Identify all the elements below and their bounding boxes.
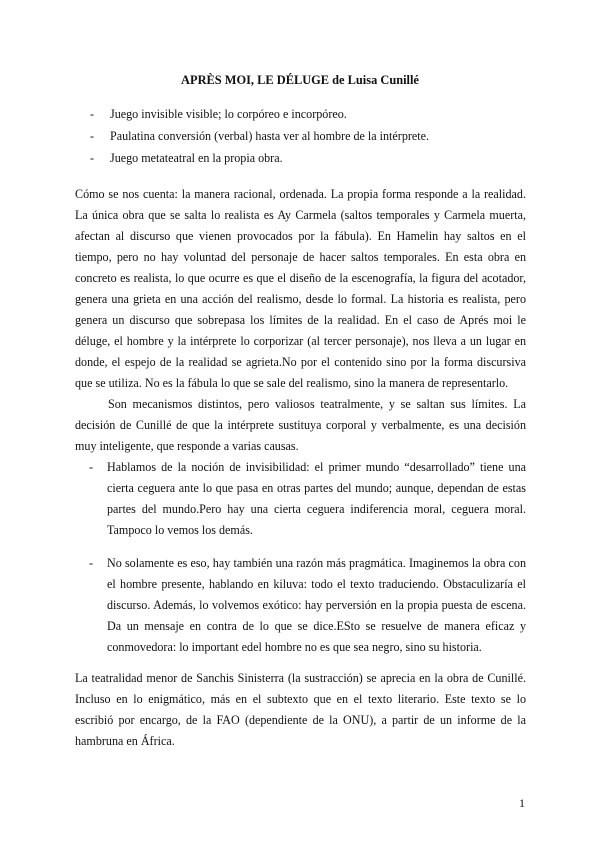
dash-marker: - (90, 129, 95, 143)
page-number: 1 (519, 796, 525, 810)
dash-marker: - (89, 556, 94, 570)
intro-list-item (90, 147, 530, 169)
reasons-list (75, 457, 526, 658)
intro-item-text: Juego invisible visible; lo corpóreo e incorpóreo. (110, 107, 347, 121)
reasons-list-item (75, 457, 526, 541)
reason-text: No solamente es eso, hay también una razón más pragmática. Imaginemos la obra con el hombre presente, hablando en kiluva: todo el texto traduciendo. Obstaculizaría el discurso. Además, lo volvemos exótico: hay perversión en la propia puesta de escena. Da un mensaje en contra de lo que se dice.ESto se resuelve de manera eficaz y conmovedora: lo important edel hombre no es que sea negro, sino su historia. (107, 556, 526, 654)
document-title: APRÈS MOI, LE DÉLUGE de Luisa Cunillé (181, 73, 419, 87)
body-text (75, 184, 526, 752)
dash-marker: - (90, 107, 95, 121)
reason-text: Hablamos de la noción de invisibilidad: el primer mundo “desarrollado” tiene una cierta ceguera ante lo que pasa en otras partes del mundo; aunque, dependan de estas partes del mundo.Pero hay una cierta ceguera indiferencia moral, ceguera moral. Tampoco lo vemos los demás. (107, 460, 526, 537)
intro-list-item (90, 103, 530, 125)
intro-list (90, 103, 530, 169)
paragraph-mechanisms: Son mecanismos distintos, pero valiosos teatralmente, y se saltan sus límites. La decisión de Cunillé de que la intérprete sustituya corporal y verbalmente, es una decisión muy inteligente, que responde a varias causas. (75, 397, 526, 453)
dash-marker: - (90, 151, 95, 165)
intro-list-item (90, 125, 530, 147)
paragraph-theatricality: La teatralidad menor de Sanchis Sinisterra (la sustracción) se aprecia en la obra de Cunillé. Incluso en lo enigmático, más en el subtexto que en el texto literario. Este texto se lo escribió por encargo, de la FAO (dependiente de la ONU), a partir de un informe de la hambruna en África. (75, 671, 526, 748)
paragraph-realism: Cómo se nos cuenta: la manera racional, ordenada. La propia forma responde a la realidad. La única obra que se salta lo realista es Ay Carmela (saltos temporales y Carmela muerta, afectan al discurso que vienen provocados por la fábula). En Hamelin hay saltos en el tiempo, pero no hay voluntad del personaje de hacer saltos temporales. En esta obra en concreto es realista, lo que ocurre es que el diseño de la escenografía, la figura del acotador, genera una grieta en una acción del realismo, desde lo formal. La historia es realista, pero genera un discurso que sobrepasa los límites de la realidad. En el caso de Aprés moi le déluge, el hombre y la intérprete lo corporizar (al tercer personaje), nos lleva a un lugar en donde, el espejo de la realidad se agrieta.No por el contenido sino por la forma discursiva que se utiliza. No es la fábula lo que se sale del realismo, sino la manera de representarlo. (75, 187, 526, 390)
dash-marker: - (89, 460, 94, 474)
intro-item-text: Paulatina conversión (verbal) hasta ver al hombre de la intérprete. (110, 129, 430, 143)
reasons-list-item (75, 553, 526, 658)
intro-item-text: Juego metateatral en la propia obra. (110, 151, 283, 165)
